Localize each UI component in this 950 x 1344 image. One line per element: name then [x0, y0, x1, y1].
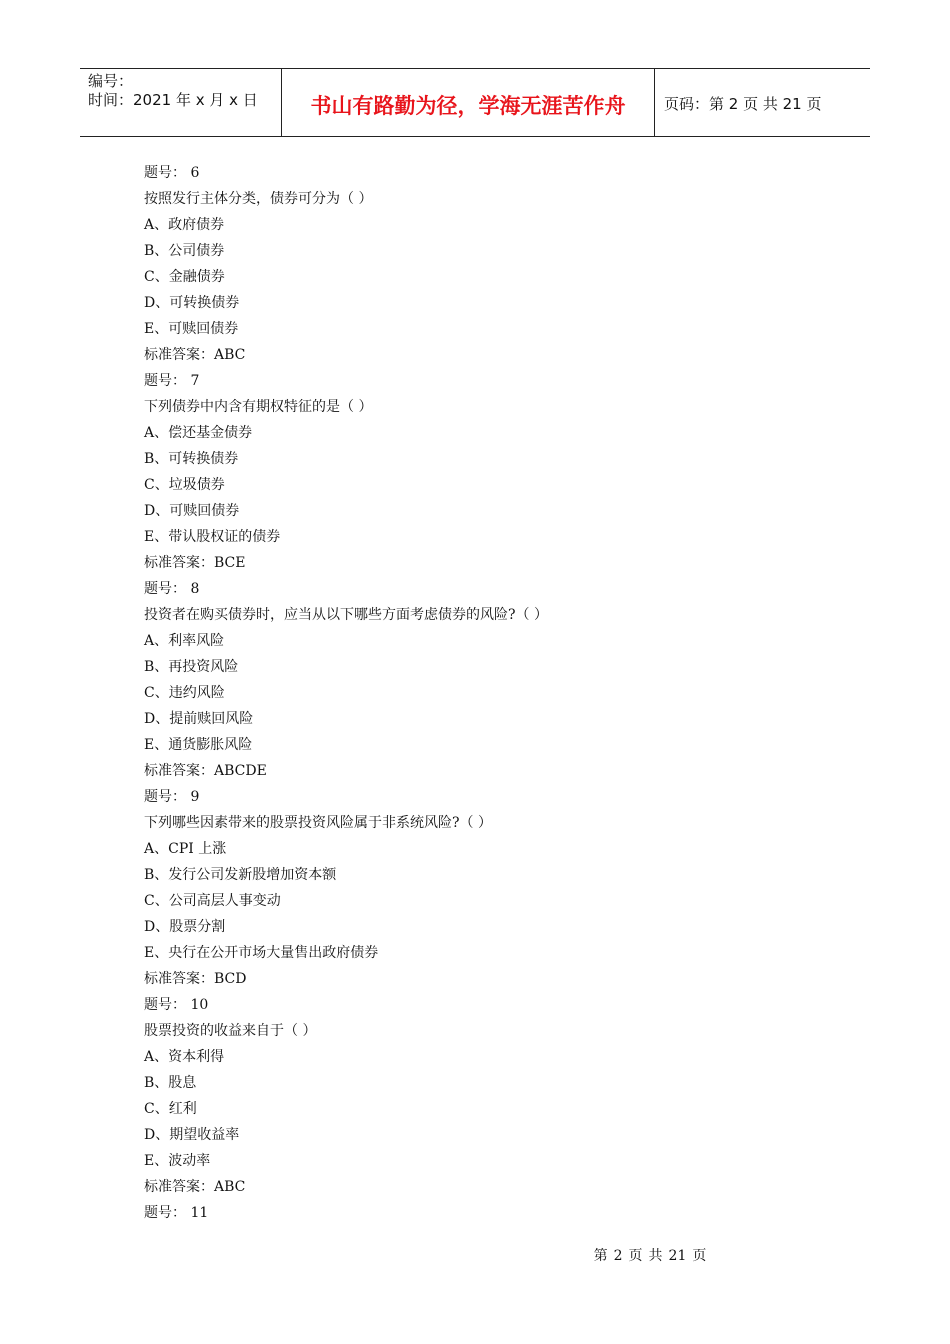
option-c: C、金融债券: [144, 269, 225, 285]
option-b: B、发行公司发新股增加资本额: [144, 867, 337, 883]
option-d: D、可转换债券: [144, 295, 240, 311]
question-text: 下列哪些因素带来的股票投资风险属于非系统风险?（ ）: [144, 815, 492, 831]
option-a: A、资本利得: [144, 1049, 225, 1065]
header-time-label: 时间：2021 年 x 月 x 日: [88, 91, 258, 109]
standard-answer: 标准答案：ABC: [144, 1179, 246, 1195]
standard-answer: 标准答案：ABCDE: [144, 763, 267, 779]
option-e: E、波动率: [144, 1153, 211, 1169]
option-d: D、期望收益率: [144, 1127, 240, 1143]
option-a: A、CPI 上涨: [144, 841, 227, 857]
option-a: A、政府债券: [144, 217, 225, 233]
option-c: C、公司高层人事变动: [144, 893, 281, 909]
option-b: B、股息: [144, 1075, 197, 1091]
option-a: A、利率风险: [144, 633, 225, 649]
question-number: 题号： 6: [144, 165, 200, 181]
header-top-rule: [80, 68, 870, 69]
standard-answer: 标准答案：ABC: [144, 347, 246, 363]
option-b: B、可转换债券: [144, 451, 239, 467]
option-e: E、可赎回债券: [144, 321, 239, 337]
option-d: D、股票分割: [144, 919, 226, 935]
question-number: 题号： 7: [144, 373, 200, 389]
footer-page-unit: 页: [628, 1248, 643, 1264]
option-b: B、公司债券: [144, 243, 225, 259]
page-footer: [0, 1245, 950, 1265]
question-number: 题号： 11: [144, 1205, 209, 1221]
header-page-info: 页码：第 2 页 共 21 页: [664, 95, 822, 113]
question-number: 题号： 8: [144, 581, 200, 597]
header-bottom-rule: [80, 136, 870, 137]
option-d: D、提前赎回风险: [144, 711, 254, 727]
option-e: E、通货膨胀风险: [144, 737, 253, 753]
question-text: 按照发行主体分类，债券可分为（ ）: [144, 191, 373, 207]
header-motto: 书山有路勤为径，学海无涯苦作舟: [310, 94, 626, 118]
option-c: C、红利: [144, 1101, 197, 1117]
option-e: E、带认股权证的债券: [144, 529, 281, 545]
question-list: [144, 160, 844, 1226]
question-text: 投资者在购买债券时，应当从以下哪些方面考虑债券的风险?（ ）: [144, 607, 548, 623]
option-b: B、再投资风险: [144, 659, 239, 675]
option-c: C、违约风险: [144, 685, 225, 701]
footer-page-word: 第: [593, 1248, 608, 1264]
footer-total-word: 共: [648, 1248, 663, 1264]
question-text: 下列债券中内含有期权特征的是（ ）: [144, 399, 373, 415]
option-d: D、可赎回债券: [144, 503, 240, 519]
option-a: A、偿还基金债券: [144, 425, 253, 441]
question-number: 题号： 10: [144, 997, 209, 1013]
header-divider-right: [654, 68, 655, 136]
footer-page-number: 2: [613, 1248, 623, 1264]
option-c: C、垃圾债券: [144, 477, 225, 493]
footer-total-number: 21: [668, 1248, 687, 1264]
question-text: 股票投资的收益来自于（ ）: [144, 1023, 317, 1039]
option-e: E、央行在公开市场大量售出政府债券: [144, 945, 379, 961]
standard-answer: 标准答案：BCD: [144, 971, 247, 987]
header-number-label: 编号：: [88, 72, 134, 90]
footer-total-unit: 页: [692, 1248, 707, 1264]
question-number: 题号： 9: [144, 789, 200, 805]
standard-answer: 标准答案：BCE: [144, 555, 246, 571]
